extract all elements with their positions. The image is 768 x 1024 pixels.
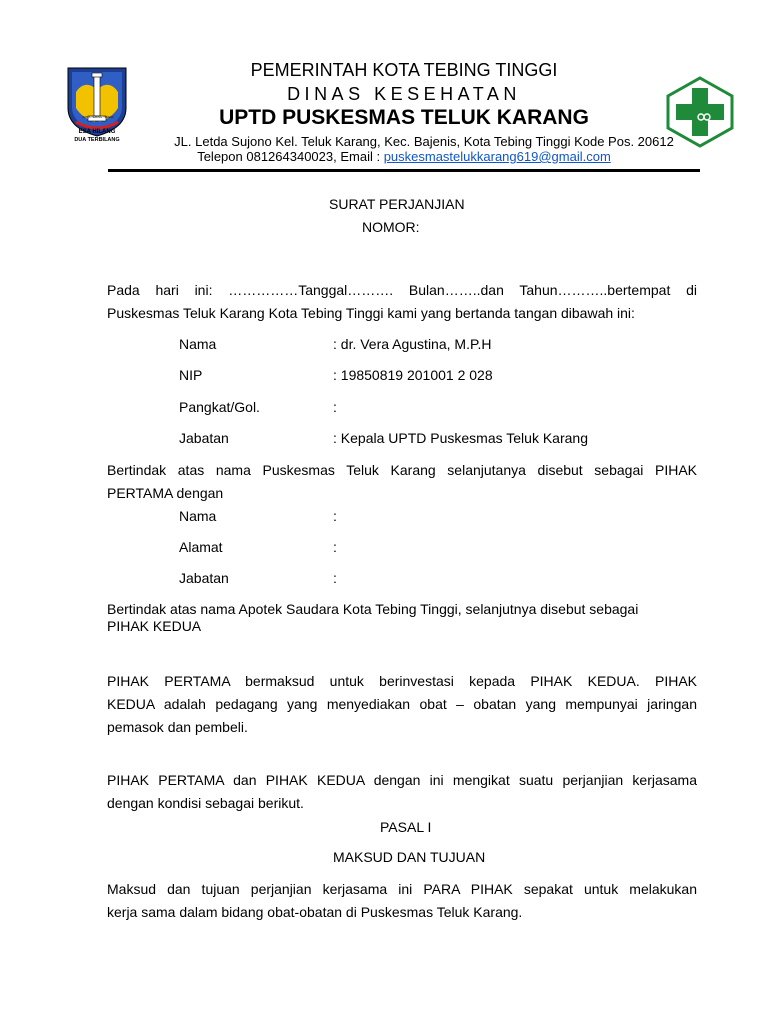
party2-address-value: : (333, 539, 337, 555)
party1-statement-line-1: Bertindak atas nama Puskesmas Teluk Karang selanjutanya disebut sebagai PIHAK (107, 462, 697, 478)
document-title: SURAT PERJANJIAN (329, 196, 465, 212)
emblem-motto-line1: ESA HILANG (78, 129, 116, 135)
party2-position-value: : (333, 570, 337, 586)
intro-line-1: Pada hari ini: ……………Tanggal………. Bulan……..dan Tahun………..bertempat di (107, 282, 697, 298)
party2-address-label: Alamat (179, 539, 223, 555)
header-address: JL. Letda Sujono Kel. Teluk Karang, Kec. Bajenis, Kota Tebing Tinggi Kode Pos. 20612 (174, 134, 674, 149)
emblem-motto-line2: DUA TERBILANG (74, 137, 120, 143)
para1-line-2: KEDUA adalah pedagang yang menyediakan obat – obatan yang mempunyai jaringan (107, 696, 697, 712)
article-line-1: Maksud dan tujuan perjanjian kerjasama ini PARA PIHAK sepakat untuk melakukan (107, 881, 697, 897)
header-divider (108, 169, 700, 172)
party2-name-value: : (333, 508, 337, 524)
header-government: PEMERINTAH KOTA TEBING TINGGI (250, 60, 558, 80)
emblem-banner-label: KOTA TEBING TINGGI (82, 115, 114, 119)
party1-name-value: : dr. Vera Agustina, M.P.H (333, 336, 492, 352)
article-heading: PASAL I (380, 819, 432, 835)
para2-line-2: dengan kondisi sebagai berikut. (107, 795, 304, 811)
intro-line-2: Puskesmas Teluk Karang Kota Tebing Tinggi kami yang bertanda tangan dibawah ini: (107, 305, 635, 321)
para1-line-3: pemasok dan pembeli. (107, 719, 248, 735)
party1-position-label: Jabatan (179, 430, 229, 446)
header-agency: DINAS KESEHATAN (287, 84, 521, 104)
para2-line-1: PIHAK PERTAMA dan PIHAK KEDUA dengan ini mengikat suatu perjanjian kerjasama (107, 772, 697, 788)
party1-rank-label: Pangkat/Gol. (179, 399, 260, 415)
email-link[interactable]: puskesmastelukkarang619@gmail.com (383, 149, 611, 164)
party2-statement-line-2: PIHAK KEDUA (107, 618, 202, 634)
party1-position-value: : Kepala UPTD Puskesmas Teluk Karang (333, 430, 588, 446)
header-institution: UPTD PUSKESMAS TELUK KARANG (219, 106, 589, 129)
party2-position-label: Jabatan (179, 570, 229, 586)
para1-line-1: PIHAK PERTAMA bermaksud untuk berinvestasi kepada PIHAK KEDUA. PIHAK (107, 673, 697, 689)
party1-statement-line-2: PERTAMA dengan (107, 485, 224, 501)
article-line-2: kerja sama dalam bidang obat-obatan di Puskesmas Teluk Karang. (107, 904, 523, 920)
party2-name-label: Nama (179, 508, 217, 524)
party1-name-label: Nama (179, 336, 217, 352)
party1-nip-label: NIP (179, 367, 203, 383)
party1-nip-value: : 19850819 201001 2 028 (333, 367, 493, 383)
party2-statement-line-1: Bertindak atas nama Apotek Saudara Kota Tebing Tinggi, selanjutnya disebut sebagai (107, 601, 639, 617)
article-subheading: MAKSUD DAN TUJUAN (333, 849, 486, 865)
party1-rank-value: : (333, 399, 337, 415)
header-phone: Telepon 081264340023, Email : (197, 149, 384, 164)
document-number: NOMOR: (362, 219, 420, 235)
header-contact (20, 149, 768, 164)
